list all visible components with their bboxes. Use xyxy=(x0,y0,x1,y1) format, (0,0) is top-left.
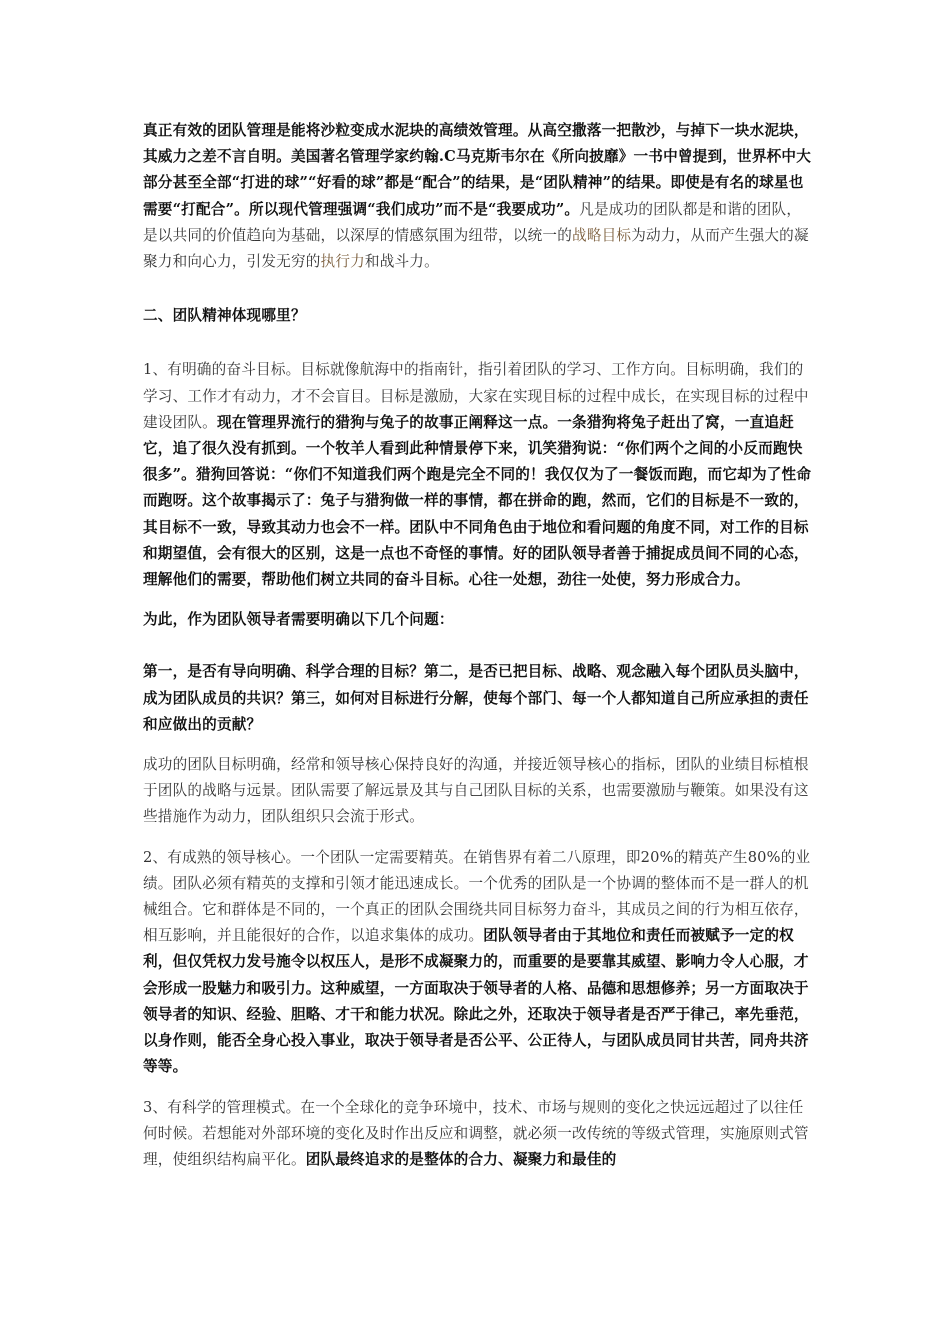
leader-questions: 第一，是否有导向明确、科学合理的目标？第二，是否已把目标、战略、观念融入每个团队员头脑中，成为团队成员的共识？第三，如何对目标进行分解，使每个部门、每一个人都知道自己所应承担的责任和应做出的贡献？ xyxy=(143,663,809,733)
leadership-bold-text: 团队领导者由于其地位和责任而被赋予一定的权利，但仅凭权力发号施令以权压人，是形不成凝聚力的，而重要的是要靠其威望、影响力令人心服，才会形成一股魅力和吸引力。这种威望，一方面取决于领导者的人格、品德和思想修养；另一方面取决于领导者的知识、经验、胆略、才干和能力状况。除此之外，还取决于领导者是否严于律己，率先垂范，以身作则，能否全身心投入事业，取决于领导者是否公平、公正待人，与团队成员同甘共苦，同舟共济等等。 xyxy=(143,927,809,1076)
management-bold-text: 团队最终追求的是整体的合力、凝聚力和最佳的 xyxy=(305,1150,617,1168)
document-body xyxy=(143,118,813,1173)
leadership-text: 2、有成熟的领导核心。一个团队一定需要精英。在销售界有着二八原理，即20%的精英产生80%的业绩。团队必须有精英的支撑和引领才能迅速成长。一个优秀的团队是一个协调的整体而不是一群人的机械组合。它和群体是不同的，一个真正的团队会围绕共同目标努力奋斗，其成员之间的行为相互依存，相互影响，并且能很好的合作，以追求集体的成功。 xyxy=(143,848,811,945)
section-heading: 二、团队精神体现哪里？ xyxy=(143,307,306,325)
intro-text-3: 和战斗力。 xyxy=(364,253,439,271)
intro-bold-text: 真正有效的团队管理是能将沙粒变成水泥块的高绩效管理。从高空撒落一把散沙，与掉下一块水泥块，其威力之差不言自明。美国著名管理学家约翰.C马克斯韦尔在《所向披靡》一书中曾提到，世界杯中大部分甚至全部“打进的球”“好看的球”都是“配合”的结果，是“团队精神”的结果。即使是有名的球星也需要“打配合”。所以现代管理强调“我们成功”而不是“我要成功”。 xyxy=(143,122,812,218)
leadership-paragraph xyxy=(143,845,813,1081)
management-paragraph xyxy=(143,1095,813,1174)
goal-text: 1、有明确的奋斗目标。目标就像航海中的指南针，指引着团队的学习、工作方向。目标明确，我们的学习、工作才有动力，才不会盲目。目标是激励，大家在实现目标的过程中成长，在实现目标的过程中建设团队。 xyxy=(143,361,809,431)
strategy-goal-link[interactable]: 战略目标 xyxy=(572,226,632,244)
intro-paragraph xyxy=(143,118,813,275)
goal-paragraph xyxy=(143,357,813,593)
management-text: 3、有科学的管理模式。在一个全球化的竞争环境中，技术、市场与规则的变化之快远远超过了以往任何时候。若想能对外部环境的变化及时作出反应和调整，就必须一改传统的等级式管理，实施原则式管理，使组织结构扁平化。 xyxy=(143,1098,809,1168)
leader-questions-intro: 为此，作为团队领导者需要明确以下几个问题： xyxy=(143,611,454,629)
success-team-paragraph: 成功的团队目标明确，经常和领导核心保持良好的沟通，并接近领导核心的指标，团队的业绩目标植根于团队的战略与远景。团队需要了解远景及其与自己团队目标的关系，也需要激励与鞭策。如果没有这些措施作为动力，团队组织只会流于形式。 xyxy=(143,756,809,826)
intro-text: 凡是成功的团队都是和谐的团队，是以共同的价值趋向为基础，以深厚的情感氛围为纽带，以统一的 xyxy=(143,200,802,244)
intro-text-2: 为动力，从而产生强大的凝聚力和向心力，引发无穷的 xyxy=(143,226,809,271)
execution-link[interactable]: 执行力 xyxy=(320,253,365,271)
goal-bold-text: 现在管理界流行的猎狗与兔子的故事正阐释这一点。一条猎狗将兔子赶出了窝，一直追赶它，追了很久没有抓到。一个牧羊人看到此种情景停下来，讥笑猎狗说：“你们两个之间的小反而跑快很多”。猎狗回答说：“你们不知道我们两个跑是完全不同的！我仅仅为了一餐饭而跑，而它却为了性命而跑呀。这个故事揭示了：兔子与猎狗做一样的事情，都在拼命的跑，然而，它们的目标是不一致的，其目标不一致，导致其动力也会不一样。团队中不同角色由于地位和看问题的角度不同，对工作的目标和期望值，会有很大的区别，这是一点也不奇怪的事情。好的团队领导者善于捕捉成员间不同的心态，理解他们的需要，帮助他们树立共同的奋斗目标。心往一处想，劲往一处使，努力形成合力。 xyxy=(143,413,812,589)
